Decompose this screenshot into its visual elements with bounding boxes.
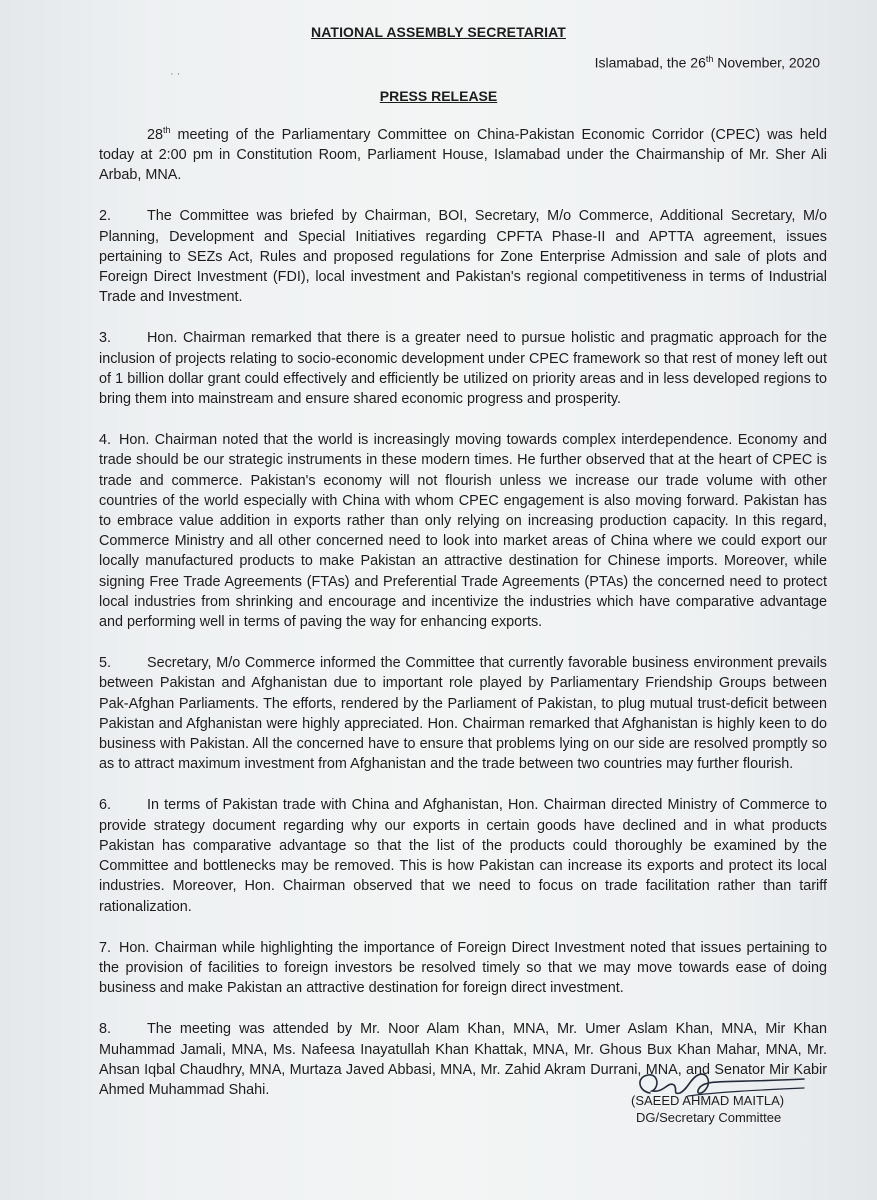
paragraph-5-number: 5. [99, 655, 112, 672]
paragraph-8-text: The meeting was attended by Mr. Noor Alam Khan, MNA, Mr. Umer Aslam Khan, MNA, Mir Khan Muhammad Jamali, MNA, Ms. Nafeesa Inayatullah Khan Khattak, MNA, Mr. Ghous Bux Khan Mahar, MNA, Mr. Ahsan Iqbal Chaudhry, MNA, Murtaza Javed Abbasi, MNA, Mr. Zahid Akram Durrani, MNA, and Senator Mir Kabir Ahmed Muhammad Shahi. [99, 1021, 827, 1098]
paragraph-6 [99, 795, 827, 916]
paragraph-7 [99, 938, 827, 999]
paragraph-1-text: meeting of the Parliamentary Committee on China-Pakistan Economic Corridor (CPEC) was held today at 2:00 pm in Constitution Room, Parliament House, Islamabad under the Chairmanship of Mr. Sher Ali Arbab, MNA. [99, 126, 827, 184]
paragraph-7-number: 7. [99, 939, 112, 956]
scan-specks: · · [170, 68, 181, 80]
paragraph-3-text: Hon. Chairman remarked that there is a greater need to pursue holistic and pragmatic approach for the inclusion of projects relating to socio-economic development under CPEC framework so that rest of money left out of 1 billion dollar grant could effectively and efficiently be utilized on priority areas and in less developed regions to bring them into mainstream and ensure shared economic progress and prosperity. [99, 330, 827, 408]
paragraph-1-number: 28 [147, 126, 164, 143]
paragraph-7-text: Hon. Chairman while highlighting the importance of Foreign Direct Investment noted that issues pertaining to the provision of facilities to foreign investors be resolved timely so that we may move towards ease of doing business and make Pakistan an attractive destination for foreign direct investment. [99, 939, 827, 997]
paragraph-6-text: In terms of Pakistan trade with China and Afghanistan, Hon. Chairman directed Ministry of Commerce to provide strategy document regarding why our exports in certain goods have declined and in what products Pakistan has comparative advantage so that the list of the products could thoroughly be examined by the Committee and bottlenecks may be removed. This is how Pakistan can increase its exports and protect its local industries. Moreover, Hon. Chairman observed that we need to focus on trade facilitation rather than tariff rationalization. [99, 797, 827, 915]
dateline-sup: th [705, 54, 714, 64]
paragraph-3-number: 3. [99, 330, 112, 347]
paragraph-2 [99, 206, 827, 307]
paragraph-1 [99, 120, 827, 185]
dateline-prefix: Islamabad, the 26 [594, 54, 706, 71]
press-release-title: PRESS RELEASE [379, 88, 498, 104]
signatory-name: (SAEED AHMAD MAITLA) [631, 1093, 785, 1108]
paragraph-5-text: Secretary, M/o Commerce informed the Committee that currently favorable business environment prevails between Pakistan and Afghanistan due to important role played by Parliamentary Friendship Groups between Pak-Afghan Parliaments. The efforts, rendered by the Parliament of Pakistan, to plug mutual trust-deficit between Pakistan and Afghanistan were highly appreciated. Hon. Chairman remarked that Afghanistan is highly keen to do business with Pakistan. All the concerned have to ensure that problems lying on our side are resolved promptly so as to attract maximum investment from Afghanistan and the trade between two countries may further flourish. [99, 655, 827, 773]
body-text [99, 120, 827, 1121]
paragraph-6-number: 6. [99, 797, 112, 814]
paragraph-8-number: 8. [99, 1021, 112, 1038]
paragraph-4 [99, 430, 827, 632]
paragraph-1-sup: th [163, 125, 171, 135]
paragraph-5 [99, 653, 827, 774]
paragraph-4-number: 4. [99, 432, 112, 449]
paragraph-4-text: Hon. Chairman noted that the world is increasingly moving towards complex interdependence. Economy and trade should be our strategic instruments in these modern times. He further observed that at the heart of CPEC is trade and commerce. Pakistan's economy will not flourish unless we increase our trade volume with other countries of the world especially with China with whom CPEC engagement is also moving forward. Pakistan has to embrace value addition in exports rather than only relying on increasing production capacity. In this regard, Commerce Ministry and all other concerned need to look into market areas of China where we could export our locally manufactured products to make Pakistan an attractive destination for Chinese imports. Moreover, while signing Free Trade Agreements (FTAs) and Preferential Trade Agreements (PTAs) the concerned need to protect local industries from shrinking and encourage and incentivize the industries which have comparative advantage and performing well in terms of paving the way for enhancing exports. [99, 432, 827, 631]
dateline-suffix: November, 2020 [713, 54, 820, 71]
dateline [595, 54, 820, 71]
signatory-title: DG/Secretary Committee [636, 1110, 782, 1125]
paragraph-3 [99, 328, 827, 409]
paragraph-2-number: 2. [99, 208, 112, 225]
document-header: NATIONAL ASSEMBLY SECRETARIAT [311, 24, 566, 40]
paragraph-2-text: The Committee was briefed by Chairman, BOI, Secretary, M/o Commerce, Additional Secretary, M/o Planning, Development and Special Initiatives regarding CPFTA Phase-II and APTTA agreement, issues pertaining to SEZs Act, Rules and proposed regulations for Zone Enterprise Admission and sale of plots and Foreign Direct Investment (FDI), local investment and Pakistan's regional competitiveness in terms of Industrial Trade and Investment. [99, 208, 827, 306]
